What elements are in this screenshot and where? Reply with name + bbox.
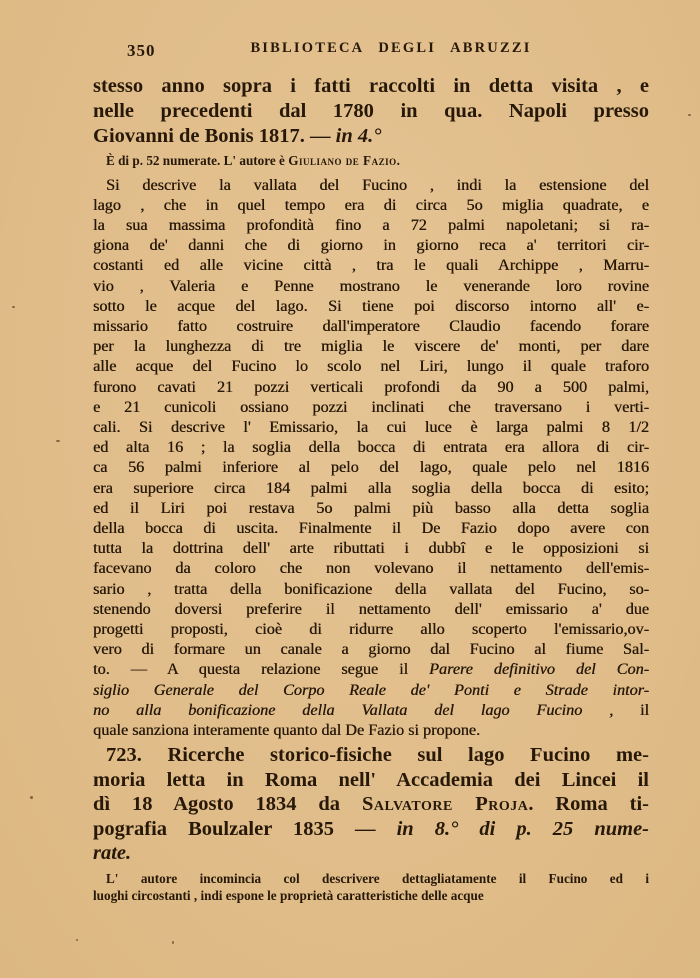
entry-continuation-heading xyxy=(93,74,649,149)
scan-speck xyxy=(56,440,60,442)
entry-723-heading xyxy=(93,743,649,866)
entry-continuation-note xyxy=(93,152,649,170)
text-line: sario , tratta della bonificazione della vallata del Fucino, so- xyxy=(93,579,649,598)
text-line: moria letta in Roma nell' Accademia dei Lincei il xyxy=(93,768,649,791)
page-header xyxy=(93,40,649,62)
text-line: giona de' danni che di giorno in giorno reca a' territori cir- xyxy=(93,236,649,255)
scan-speck xyxy=(30,796,33,799)
text-line: furono cavati 21 pozzi verticali profondi da 90 a 500 palmi, xyxy=(93,377,649,396)
text-line: stenendo doversi preferire il nettamento dell' emissario a' due xyxy=(93,599,649,618)
text-line: siglio Generale del Corpo Reale de' Ponti e Strade intor- xyxy=(93,680,649,699)
text-line: ed alta 16 ; la soglia della bocca di entrata era allora di cir- xyxy=(93,438,649,457)
text-line: facevano da coloro che non volevano il nettamento dell'emis- xyxy=(93,559,649,578)
text-line: nelle precedenti dal 1780 in qua. Napoli presso xyxy=(93,100,649,122)
text-line: Giovanni de Bonis 1817. — in 4.° xyxy=(93,125,382,147)
text-line: costanti ed alle vicine città , tra le quali Archippe , Marru- xyxy=(93,256,649,275)
text-line: luoghi circostanti , indi espone le proprietà caratteristiche delle acque xyxy=(93,888,484,904)
text-line: cali. Si descrive l' Emissario, la cui luce è larga palmi 8 1/2 xyxy=(93,417,649,436)
text-line: quale sanziona interamente quanto dal De Fazio si propone. xyxy=(93,720,481,739)
text-line: rate. xyxy=(93,842,132,865)
running-title: BIBLIOTECA DEGLI ABRUZZI xyxy=(250,40,532,56)
text-line: L' autore incomincia col descrivere dettagliatamente il Fucino ed i xyxy=(106,870,649,886)
text-line: progetti proposti, cioè di ridurre allo scoperto l'emissario,ov- xyxy=(93,619,649,638)
text-line: stesso anno sopra i fatti raccolti in detta visita , e xyxy=(93,75,649,97)
text-line: missario fatto costruire dall'imperatore Claudio facendo forare xyxy=(93,316,649,335)
text-line: ed il Liri poi restava 5o palmi più basso alla detta soglia xyxy=(93,498,649,517)
text-line: vero di formare un canale a giorno dal Fucino al fiume Sal- xyxy=(93,640,649,659)
text-line: tutta la dottrina dell' arte ributtati i dubbî e le opposizioni si xyxy=(93,539,649,558)
text-line: 723. Ricerche storico-fisiche sul lago Fucino me- xyxy=(106,744,649,767)
text-line: sotto le acque del lago. Si tiene poi discorso intorno all' e- xyxy=(93,296,649,315)
text-line: la sua massima profondità fino a 72 palmi napoletani; si ra- xyxy=(93,215,649,234)
scan-speck xyxy=(76,939,78,941)
scan-speck xyxy=(688,114,691,116)
text-line: pografia Boulzaler 1835 — in 8.° di p. 25 nume- xyxy=(93,817,649,840)
text-line: vio , Valeria e Penne mostrano le venerande loro rovine xyxy=(93,276,649,295)
text-line: dì 18 Agosto 1834 da Salvatore Proja. Roma ti- xyxy=(93,793,650,816)
entry-continuation-body xyxy=(93,175,649,741)
text-line: era superiore circa 184 palmi alla soglia della bocca di esito; xyxy=(93,478,649,497)
text-line: per la lunghezza di tre miglia le viscere de' monti, per dare xyxy=(93,337,649,356)
entry-723-note xyxy=(93,870,649,905)
scan-speck xyxy=(12,306,15,308)
text-line: alle acque del Fucino lo scolo nel Liri, lungo il quale traforo xyxy=(93,357,649,376)
text-line: no alla bonificazione della Vallata del lago Fucino , il xyxy=(93,700,649,719)
text-column xyxy=(93,40,649,905)
page-number: 350 xyxy=(127,41,156,60)
text-line: della bocca di uscita. Finalmente il De Fazio dopo avere con xyxy=(93,518,649,537)
text-line: ca 56 palmi inferiore al pelo del lago, quale pelo nel 1816 xyxy=(93,458,649,477)
text-line: Si descrive la vallata del Fucino , indi la estensione del xyxy=(106,175,649,194)
text-line: e 21 cunicoli ossiano pozzi inclinati che traversano i verti- xyxy=(93,397,649,416)
scan-speck xyxy=(172,941,174,944)
text-line: to. — A questa relazione segue il Parere definitivo del Con- xyxy=(93,660,649,679)
text-line: È di p. 52 numerate. L' autore è Giuliano de Fazio. xyxy=(106,153,400,168)
text-line: lago , che in quel tempo era di circa 5o miglia quadrate, e xyxy=(93,195,649,214)
